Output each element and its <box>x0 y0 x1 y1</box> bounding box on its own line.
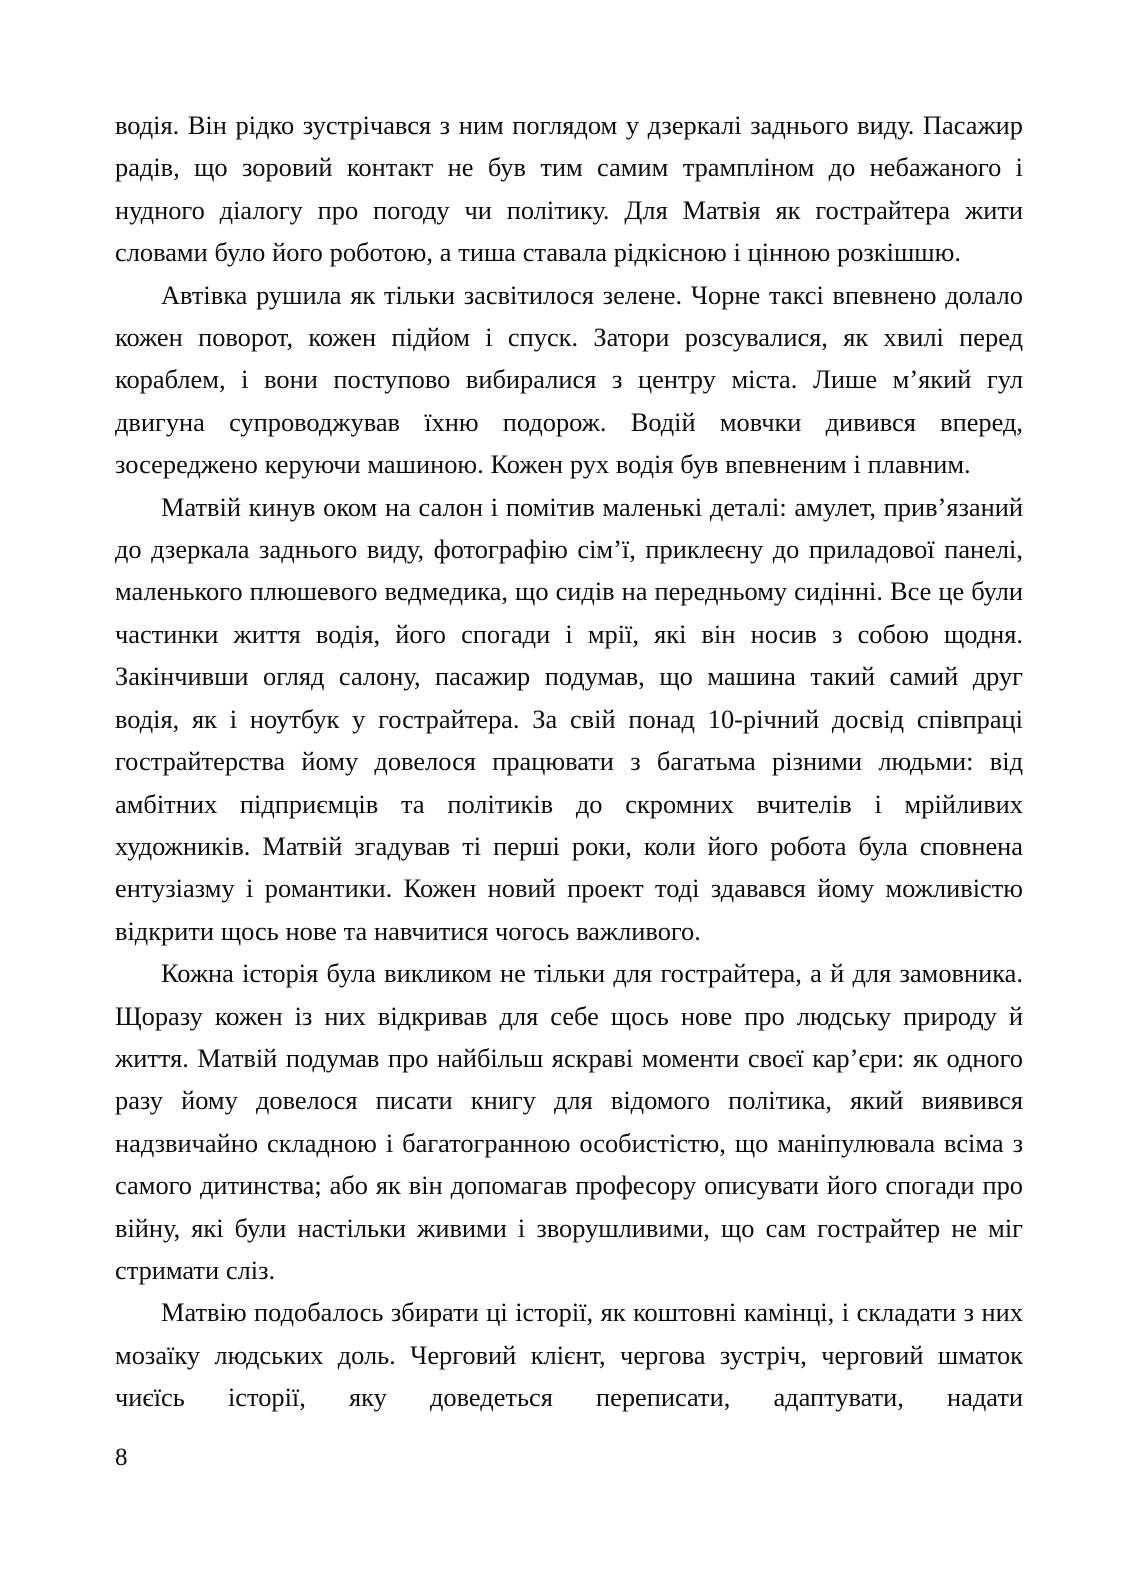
page-number: 8 <box>115 1444 128 1471</box>
page-text-block <box>115 104 1023 1461</box>
paragraph-2: Автівка рушила як тільки засвітилося зелене. Чорне таксі впевнено долало кожен поворот, кожен підйом і спуск. Затори розсувалися, як хвилі перед кораблем, і вони поступово вибиралися з центру міста. Лише м’який гул двигуна супроводжував їхню подорож. Водій мовчки дивився вперед, зосереджено керуючи машиною. Кожен рух водія був впевненим і плавним. <box>115 279 1023 480</box>
paragraph-3: Матвій кинув оком на салон і помітив маленькі деталі: амулет, прив’язаний до дзеркала заднього виду, фотографію сім’ї, приклеєну до приладової панелі, маленького плюшевого ведмедика, що сидів на передньому сидінні. Все це були частинки життя водія, його спогади і мрії, які він носив з собою щодня. Закінчивши огляд салону, пасажир подумав, що машина такий самий друг водія, як і ноутбук у гострайтера. За свій понад 10-річний досвід співпраці гострайтерства йому довелося працювати з багатьма різними людьми: від амбітних підприємців та політиків до скромних вчителів і мрійливих художників. Матвій згадував ті перші роки, коли його робота була сповнена ентузіазму і романтики. Кожен новий проект тоді здавався йому можливістю відкрити щось нове та навчитися чогось важливого. <box>115 491 1023 946</box>
paragraph-1: водія. Він рідко зустрічався з ним поглядом у дзеркалі заднього виду. Пасажир радів, що зоровий контакт не був тим самим трампліном до небажаного і нудного діалогу про погоду чи політику. Для Матвія як гострайтера жити словами було його роботою, а тиша ставала рідкісною і цінною розкішшю. <box>115 110 1023 268</box>
paragraph-4: Кожна історія була викликом не тільки для гострайтера, а й для замовника. Щоразу кожен із них відкривав для себе щось нове про людську природу й життя. Матвій подумав про найбільш яскраві моменти своєї кар’єри: як одного разу йому довелося писати книгу для відомого політика, який виявився надзвичайно складною і багатогранною особистістю, що маніпулювала всіма з самого дитинства; або як він допомагав професору описувати його спогади про війну, які були настільки живими і зворушливими, що сам гострайтер не міг стримати сліз. <box>115 958 1023 1285</box>
paragraph-5: Матвію подобалось збирати ці історії, як коштовні камінці, і складати з них мозаїку людських доль. Черговий клієнт, чергова зустріч, черговий шматок чиєїсь історії, яку доведеться переписати, адаптувати, надати <box>115 1297 1023 1413</box>
